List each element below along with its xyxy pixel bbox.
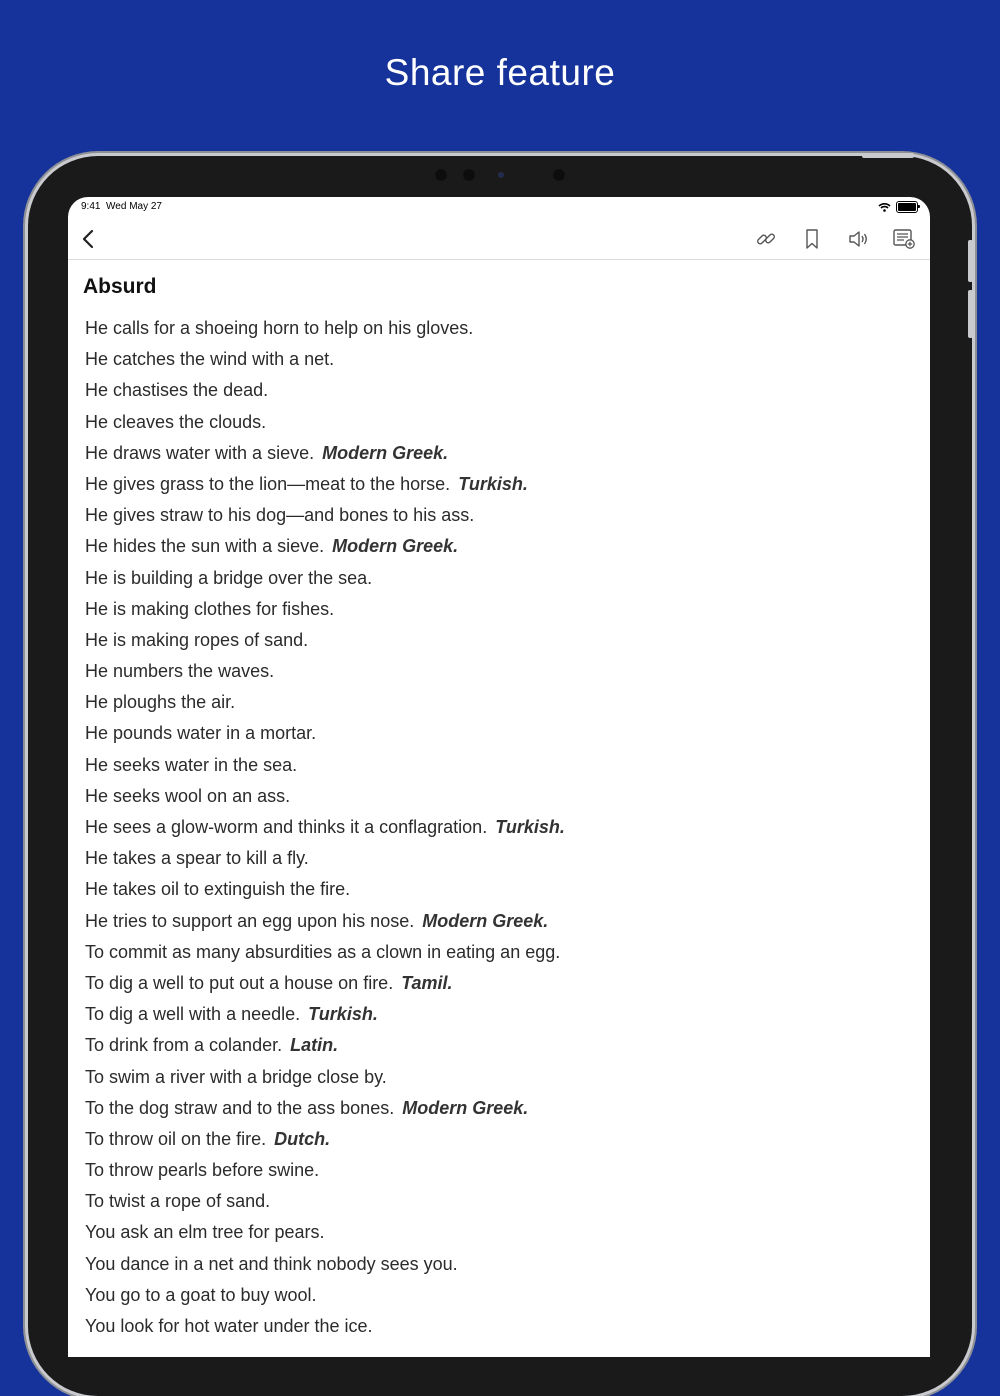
proverb-item[interactable] — [85, 625, 923, 656]
proverb-text: He draws water with a sieve. — [85, 442, 315, 463]
proverb-origin: Turkish. — [308, 1004, 378, 1025]
proverb-text: He is building a bridge over the sea. — [85, 567, 373, 588]
proverb-item[interactable] — [85, 313, 923, 344]
status-time — [81, 201, 162, 212]
proverb-item[interactable] — [85, 438, 923, 469]
proverb-text: He takes oil to extinguish the fire. — [85, 879, 351, 900]
chevron-left-icon — [81, 229, 95, 249]
proverb-origin: Dutch. — [274, 1128, 331, 1149]
proverb-text: To dig a well to put out a house on fire. — [85, 972, 394, 993]
proverb-item[interactable] — [85, 1311, 923, 1342]
toolbar-actions — [752, 225, 918, 253]
proverb-item[interactable] — [85, 1280, 923, 1311]
proverb-text: He ploughs the air. — [85, 692, 236, 713]
proverb-text: He seeks water in the sea. — [85, 754, 298, 775]
device-volume-up-button — [968, 240, 973, 282]
proverb-origin: Modern Greek. — [402, 1097, 529, 1118]
proverb-origin: Turkish. — [458, 473, 528, 494]
proverb-item[interactable] — [85, 1217, 923, 1248]
bookmark-button[interactable] — [798, 225, 826, 253]
proverb-item[interactable] — [85, 1186, 923, 1217]
camera-bar — [430, 168, 570, 184]
proverb-item[interactable] — [85, 375, 923, 406]
proverb-text: To twist a rope of sand. — [85, 1191, 271, 1212]
link-icon — [755, 228, 777, 250]
camera-icon — [462, 168, 476, 182]
proverb-item[interactable] — [85, 407, 923, 438]
status-date: Wed May 27 — [106, 201, 162, 212]
sensor-icon — [434, 168, 448, 182]
proverb-text: You ask an elm tree for pears. — [85, 1222, 325, 1243]
proverb-text: To throw oil on the fire. — [85, 1128, 267, 1149]
proverb-text: To commit as many absurdities as a clown in eating an egg. — [85, 941, 561, 962]
proverb-text: He numbers the waves. — [85, 661, 275, 682]
proverb-item[interactable] — [85, 1155, 923, 1186]
proverb-text: To throw pearls before swine. — [85, 1160, 320, 1181]
proverb-item[interactable] — [85, 937, 923, 968]
proverb-text: He gives straw to his dog—and bones to his ass. — [85, 505, 475, 526]
proverb-item[interactable] — [85, 563, 923, 594]
proverb-origin: Modern Greek. — [332, 536, 459, 557]
device-top-button — [862, 153, 914, 158]
proverb-item[interactable] — [85, 469, 923, 500]
add-to-list-icon — [892, 228, 916, 250]
proverb-text: He tries to support an egg upon his nose. — [85, 910, 415, 931]
sensor-icon — [552, 168, 566, 182]
proverb-text: He cleaves the clouds. — [85, 411, 267, 432]
proverb-text: He is making clothes for fishes. — [85, 598, 335, 619]
proverb-text: To the dog straw and to the ass bones. — [85, 1097, 395, 1118]
proverb-list — [83, 313, 923, 1342]
battery-icon — [896, 201, 918, 213]
proverb-text: He chastises the dead. — [85, 380, 269, 401]
proverb-origin: Modern Greek. — [422, 910, 549, 931]
proverb-text: He is making ropes of sand. — [85, 629, 309, 650]
proverb-text: He takes a spear to kill a fly. — [85, 848, 309, 869]
proverb-origin: Modern Greek. — [322, 442, 449, 463]
proverb-origin: Turkish. — [495, 817, 565, 837]
speaker-icon — [847, 228, 869, 250]
proverb-item[interactable] — [85, 999, 923, 1030]
proverb-item[interactable] — [85, 1030, 923, 1061]
proverb-item[interactable] — [85, 874, 923, 905]
proverb-text: To drink from a colander. — [85, 1035, 283, 1056]
proverb-item[interactable] — [85, 687, 923, 718]
proverb-item[interactable] — [85, 718, 923, 749]
proverb-item[interactable] — [85, 843, 923, 874]
proverb-item[interactable] — [85, 906, 923, 937]
proverb-text: You go to a goat to buy wool. — [85, 1284, 317, 1305]
app-screen — [68, 197, 930, 1357]
wifi-icon — [878, 202, 891, 212]
proverb-item[interactable] — [85, 1124, 923, 1155]
status-clock: 9:41 — [81, 201, 101, 212]
status-bar — [68, 197, 930, 219]
proverb-item[interactable] — [85, 750, 923, 781]
proverb-text: He sees a glow-worm and thinks it a conflagration. — [85, 817, 488, 837]
proverb-origin: Tamil. — [401, 972, 453, 993]
proverb-text: To swim a river with a bridge close by. — [85, 1066, 387, 1087]
proverb-item[interactable] — [85, 1093, 923, 1124]
proverb-text: He pounds water in a mortar. — [85, 723, 317, 744]
proverb-item[interactable] — [85, 1062, 923, 1093]
proverb-text: To dig a well with a needle. — [85, 1004, 301, 1025]
proverb-text: You look for hot water under the ice. — [85, 1316, 373, 1336]
proverb-text: You dance in a net and think nobody sees you. — [85, 1253, 458, 1274]
proverb-item[interactable] — [85, 594, 923, 625]
section-title: Absurd — [83, 275, 157, 298]
proverb-item[interactable] — [85, 812, 923, 843]
proverb-item[interactable] — [85, 781, 923, 812]
proverb-text: He hides the sun with a sieve. — [85, 536, 325, 557]
proverb-item[interactable] — [85, 531, 923, 562]
proverb-item[interactable] — [85, 656, 923, 687]
proverb-item[interactable] — [85, 1249, 923, 1280]
speak-button[interactable] — [844, 225, 872, 253]
promo-title: Share feature — [384, 52, 616, 93]
proverb-origin: Latin. — [290, 1035, 339, 1056]
proverb-text: He seeks wool on an ass. — [85, 785, 291, 806]
back-button[interactable] — [74, 225, 102, 253]
bookmark-icon — [804, 228, 820, 250]
content-area — [83, 275, 923, 1342]
device-volume-down-button — [968, 290, 973, 338]
share-link-button[interactable] — [752, 225, 780, 253]
add-to-list-button[interactable] — [890, 225, 918, 253]
proverb-item[interactable] — [85, 968, 923, 999]
proverb-text: He gives grass to the lion—meat to the horse. — [85, 473, 451, 494]
camera-lens-icon — [498, 172, 504, 178]
proverb-text: He catches the wind with a net. — [85, 349, 335, 370]
proverb-text: He calls for a shoeing horn to help on his gloves. — [85, 318, 474, 338]
status-indicators — [878, 201, 918, 213]
proverb-item[interactable] — [85, 500, 923, 531]
navigation-bar — [68, 219, 930, 260]
proverb-item[interactable] — [85, 344, 923, 375]
